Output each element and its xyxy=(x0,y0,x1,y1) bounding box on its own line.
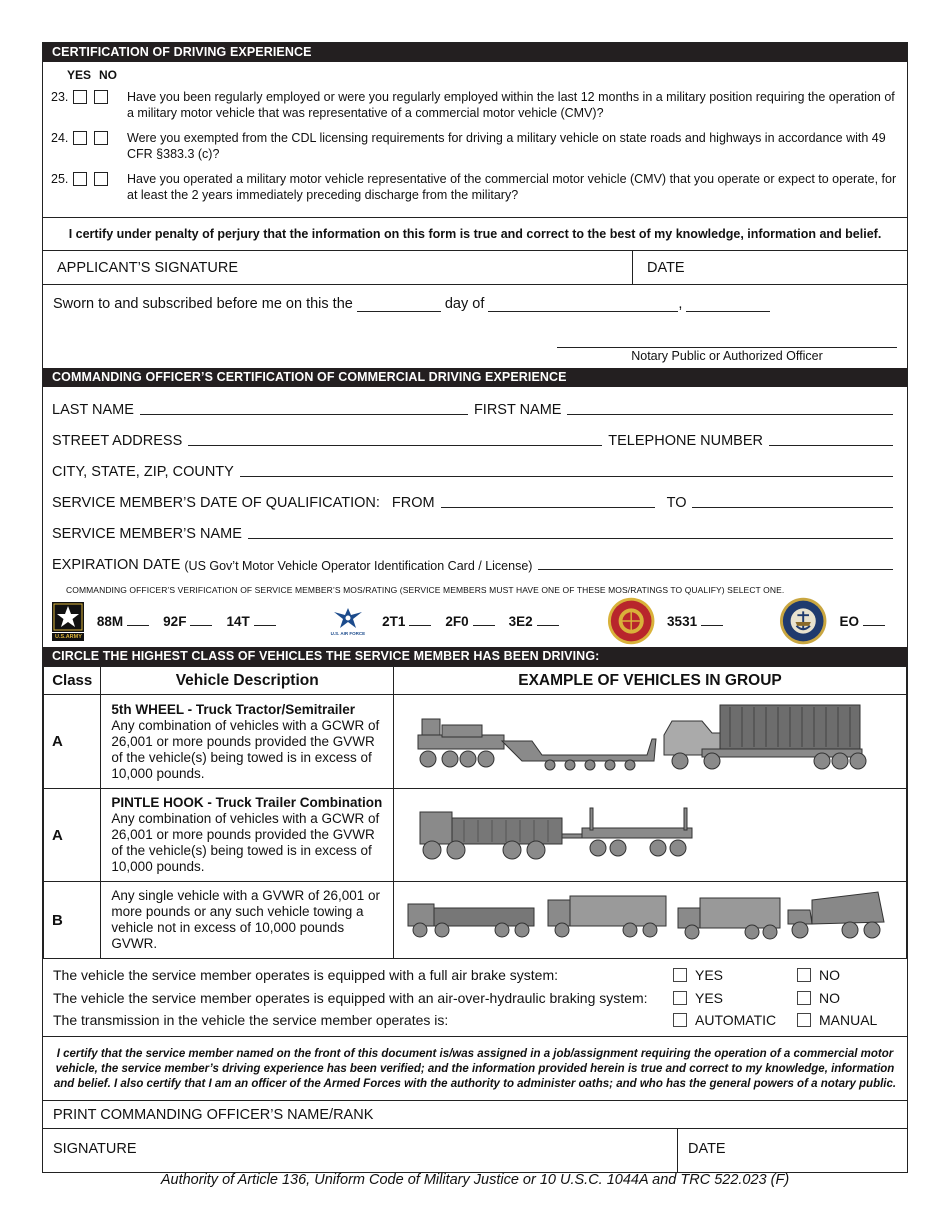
vehicle-description: Any combination of vehicles with a GCWR of 26,001 or more pounds provided the GVWR of the vehicle(s) being towed is in excess of 10,000 pounds. xyxy=(111,717,380,781)
to-date-field[interactable] xyxy=(692,507,893,508)
perjury-statement: I certify under penalty of perjury that the information on this form is true and correct to the best of my knowledge, information and belief. xyxy=(43,218,907,251)
expiration-row xyxy=(52,546,899,577)
army-logo-icon xyxy=(52,602,85,641)
mos-code-label: EO xyxy=(839,613,859,629)
table-row xyxy=(44,882,907,959)
sworn-text: Sworn to and subscribed before me on this the xyxy=(53,296,353,312)
pintle-hook-truck-illustration xyxy=(402,794,898,872)
column-header-class: Class xyxy=(44,667,101,695)
yes-no-header xyxy=(51,68,899,82)
air-brake-question: The vehicle the service member operates is equipped with a full air brake system: xyxy=(53,967,559,984)
mos-code-label: 14T xyxy=(226,613,250,629)
semitrailer-truck-illustration xyxy=(402,699,898,779)
marine-corps-seal-icon xyxy=(607,596,655,646)
city-label: CITY, STATE, ZIP, COUNTY xyxy=(52,464,234,480)
class-cell[interactable]: B xyxy=(44,882,101,959)
qualification-row xyxy=(52,484,899,515)
first-name-label: FIRST NAME xyxy=(473,402,562,418)
question-25 xyxy=(51,171,899,203)
hydraulic-brake-yes-option[interactable] xyxy=(673,990,797,1006)
mos-code-14t[interactable] xyxy=(226,614,275,629)
sworn-dayof-text: day of xyxy=(444,296,485,312)
option-label: AUTOMATIC xyxy=(695,1012,777,1029)
mos-code-label: 3E2 xyxy=(508,613,533,629)
mos-code-88m[interactable] xyxy=(97,614,149,629)
authority-footer: Authority of Article 136, Uniform Code of Military Justice or 10 U.S.C. 1044A and TRC 522.023 (F) xyxy=(160,1172,790,1188)
mos-code-3e2[interactable] xyxy=(509,614,559,629)
member-name-label: SERVICE MEMBER’S NAME xyxy=(52,526,242,542)
option-label: MANUAL xyxy=(819,1012,878,1029)
mos-code-label: 3531 xyxy=(667,613,698,629)
driving-experience-form xyxy=(42,42,908,1173)
checkbox[interactable] xyxy=(797,968,811,982)
single-vehicle-illustration xyxy=(402,890,898,946)
air-force-logo-icon xyxy=(324,606,372,636)
checkbox[interactable] xyxy=(797,991,811,1005)
mos-code-2t1[interactable] xyxy=(382,614,431,629)
question-text: Have you been regularly employed or were you regularly employed within the last 12 months in a military position requiring the operation of a military motor vehicle that was representative of a commercial motor vehicle (CMV)? xyxy=(127,90,895,120)
question-number: 25. xyxy=(51,172,69,186)
question-number: 23. xyxy=(51,90,69,104)
address-row xyxy=(52,422,899,453)
mos-code-92f[interactable] xyxy=(163,614,212,629)
navy-seal-icon xyxy=(779,596,827,646)
yes-label: YES xyxy=(67,68,92,82)
option-label: NO xyxy=(819,967,840,984)
telephone-label: TELEPHONE NUMBER xyxy=(608,433,763,449)
yes-checkbox[interactable] xyxy=(73,90,87,104)
mos-code-label: 2T1 xyxy=(382,613,406,629)
army-star-icon xyxy=(52,602,84,632)
section-header-commanding-officer: COMMANDING OFFICER’S CERTIFICATION OF COMMERCIAL DRIVING EXPERIENCE xyxy=(43,368,907,387)
mos-code-eo[interactable] xyxy=(839,614,885,629)
class-cell[interactable]: A xyxy=(44,789,101,882)
to-label: TO xyxy=(666,495,687,511)
notary-label: Notary Public or Authorized Officer xyxy=(631,349,823,363)
expiration-note: (US Gov’t Motor Vehicle Operator Identification Card / License) xyxy=(184,559,533,573)
vehicle-type-title: PINTLE HOOK - Truck Trailer Combination xyxy=(111,795,383,810)
air-brake-no-option[interactable] xyxy=(797,967,840,983)
description-cell xyxy=(101,695,394,789)
no-checkbox[interactable] xyxy=(94,131,108,145)
no-checkbox[interactable] xyxy=(94,90,108,104)
section-header-certification: CERTIFICATION OF DRIVING EXPERIENCE xyxy=(43,43,907,62)
question-text: Have you operated a military motor vehicle representative of the commercial motor vehicle (CMV) that you operate or expect to operate, for at least the 2 years immediately preceding discharge from the military? xyxy=(127,172,897,202)
class-cell[interactable]: A xyxy=(44,695,101,789)
vehicle-type-title: 5th WHEEL - Truck Tractor/Semitrailer xyxy=(111,701,355,717)
officer-signature-row xyxy=(43,1129,907,1172)
sworn-comma: , xyxy=(678,296,683,312)
sworn-year-field[interactable] xyxy=(686,298,770,312)
telephone-field[interactable] xyxy=(769,445,893,446)
question-24 xyxy=(51,130,899,162)
last-name-label: LAST NAME xyxy=(52,402,134,418)
no-label: NO xyxy=(99,68,118,82)
mos-verification-note: COMMANDING OFFICER’S VERIFICATION OF SERVICE MEMBER’S MOS/RATING (SERVICE MEMBERS MUST HAVE ONE OF THESE MOS/RATINGS TO QUALIFY) SELECT ONE. xyxy=(66,585,785,595)
air-brake-row xyxy=(53,964,897,987)
street-address-field[interactable] xyxy=(188,445,602,446)
air-force-wings-icon xyxy=(332,606,364,630)
expiration-field[interactable] xyxy=(538,569,893,570)
hydraulic-brake-no-option[interactable] xyxy=(797,990,840,1006)
description-cell xyxy=(101,882,394,959)
description-cell xyxy=(101,789,394,882)
example-vehicles-cell xyxy=(394,882,907,959)
mos-selection-row xyxy=(52,595,899,647)
mos-code-3531[interactable] xyxy=(667,614,723,629)
example-vehicles-cell xyxy=(394,789,907,882)
option-label: NO xyxy=(819,989,840,1006)
column-header-examples: EXAMPLE OF VEHICLES IN GROUP xyxy=(394,667,907,695)
street-address-label: STREET ADDRESS xyxy=(52,433,183,449)
transmission-row xyxy=(53,1009,897,1032)
officer-date-field[interactable]: DATE xyxy=(688,1140,726,1157)
question-23 xyxy=(51,89,899,121)
vehicle-description: Any combination of vehicles with a GCWR of 26,001 or more pounds provided the GVWR of the vehicle(s) being towed is in excess of 10,000 pounds. xyxy=(111,811,380,874)
question-text: Were you exempted from the CDL licensing requirements for driving a military vehicle on state roads and highways in accordance with 49 CFR §383.3 (c)? xyxy=(127,131,886,161)
air-brake-yes-option[interactable] xyxy=(673,967,797,983)
hydraulic-brake-question: The vehicle the service member operates is equipped with an air-over-hydraulic braking system: xyxy=(53,989,648,1006)
option-label: YES xyxy=(695,989,724,1006)
column-header-description: Vehicle Description xyxy=(101,667,394,695)
yes-checkbox[interactable] xyxy=(73,172,87,186)
option-label: YES xyxy=(695,967,724,984)
example-vehicles-cell xyxy=(394,695,907,789)
name-row xyxy=(52,391,899,422)
transmission-manual-option[interactable] xyxy=(797,1012,877,1028)
mos-code-label: 88M xyxy=(96,613,124,629)
last-name-field[interactable] xyxy=(140,414,468,415)
mos-code-2f0[interactable] xyxy=(445,614,494,629)
from-date-field[interactable] xyxy=(441,507,655,508)
vehicle-class-table xyxy=(43,666,907,959)
checkbox[interactable] xyxy=(673,968,687,982)
from-label: FROM xyxy=(391,495,435,511)
first-name-field[interactable] xyxy=(567,414,893,415)
officer-name-rank-field[interactable]: PRINT COMMANDING OFFICER’S NAME/RANK xyxy=(43,1101,907,1129)
table-row xyxy=(44,695,907,789)
mos-code-label: 2F0 xyxy=(445,613,469,629)
officer-signature-field[interactable]: SIGNATURE xyxy=(43,1129,678,1172)
notary-signature-line[interactable] xyxy=(557,347,897,348)
expiration-label: EXPIRATION DATE xyxy=(52,557,181,573)
transmission-automatic-option[interactable] xyxy=(673,1012,797,1028)
vehicle-description: Any single vehicle with a GVWR of 26,001 or more pounds or any such vehicle towing a vehicle not in excess of 10,000 pounds GVWR. xyxy=(111,888,381,951)
certification-questions xyxy=(43,62,907,218)
sworn-block xyxy=(43,285,907,368)
applicant-signature-field[interactable]: APPLICANT’S SIGNATURE xyxy=(43,251,633,284)
checkbox[interactable] xyxy=(673,1013,687,1027)
air-force-logo-text: U.S. AIR FORCE xyxy=(330,631,366,636)
applicant-signature-row xyxy=(43,251,907,285)
table-header-row xyxy=(44,667,907,695)
mos-code-label: 92F xyxy=(163,613,187,629)
qualification-label: SERVICE MEMBER’S DATE OF QUALIFICATION: xyxy=(52,495,380,511)
table-row xyxy=(44,789,907,882)
section-header-vehicle-class: CIRCLE THE HIGHEST CLASS OF VEHICLES THE SERVICE MEMBER HAS BEEN DRIVING: xyxy=(43,647,907,666)
member-name-row xyxy=(52,515,899,546)
hydraulic-brake-row xyxy=(53,987,897,1010)
officer-certification-statement: I certify that the service member named on the front of this document is/was assigned in a job/assignment requiring the operation of a commercial motor vehicle, the service member’s driving experience has been verified; and the information provided herein is true and correct to my knowledge, information and belief. I also certify that I am an officer of the Armed Forces with the authority to administer oaths; and who has the general powers of a notary public. xyxy=(43,1037,907,1101)
city-row xyxy=(52,453,899,484)
army-logo-text: U.S.ARMY xyxy=(52,633,84,641)
sworn-day-field[interactable] xyxy=(357,298,441,312)
applicant-date-field[interactable]: DATE xyxy=(647,260,685,276)
city-field[interactable] xyxy=(240,476,893,477)
checkbox[interactable] xyxy=(673,991,687,1005)
commanding-officer-fields xyxy=(43,387,907,647)
checkbox[interactable] xyxy=(797,1013,811,1027)
transmission-question: The transmission in the vehicle the service member operates is: xyxy=(53,1012,449,1029)
no-checkbox[interactable] xyxy=(94,172,108,186)
question-number: 24. xyxy=(51,131,69,145)
sworn-month-field[interactable] xyxy=(488,298,678,312)
brake-transmission-block xyxy=(43,959,907,1037)
member-name-field[interactable] xyxy=(248,538,893,539)
yes-checkbox[interactable] xyxy=(73,131,87,145)
